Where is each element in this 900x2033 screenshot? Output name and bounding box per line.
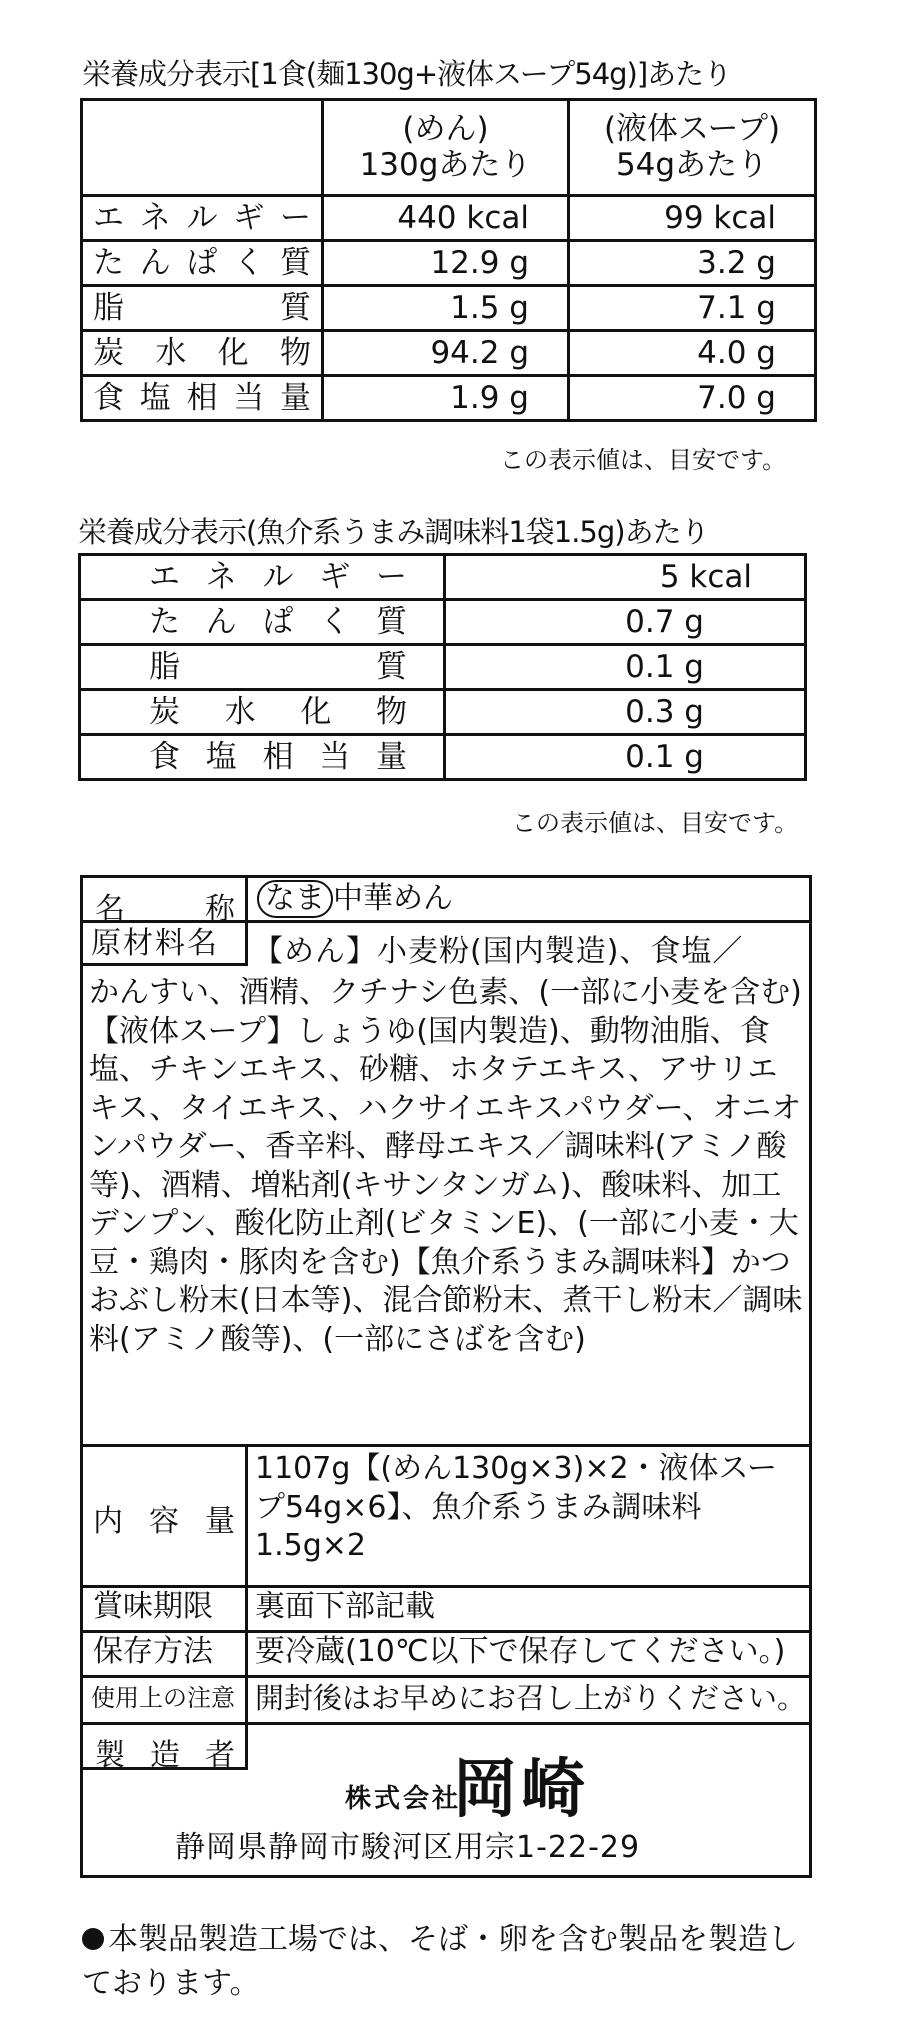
nutrition2-table <box>78 553 807 781</box>
materials-first-line: 【めん】小麦粉(国内製造)、食塩／ <box>253 934 744 969</box>
nutrition2-note: この表示値は、目安です。 <box>512 809 799 837</box>
soup-value: 4.0 g <box>569 331 816 376</box>
storage-label: 保存方法 <box>93 1634 213 1669</box>
expiry-label: 賞味期限 <box>93 1589 213 1624</box>
row-label: エネルギー <box>80 555 445 600</box>
table-row <box>82 376 816 421</box>
nutrition1-col2-header <box>569 100 816 196</box>
nama-badge: なま <box>257 880 333 918</box>
table-row <box>80 735 806 780</box>
materials-text: かんすい、酒精、クチナシ色素、(一部に小麦を含む)【液体スープ】しょうゆ(国内製造)、動物油脂、食塩、チキンエキス、砂糖、ホタテエキス、アサリエキス、タイエキス、ハクサイエキスパウダー、オニオンパウダー、香辛料、酵母エキス／調味料(アミノ酸等)、酒精、増粘剤(キサンタンガム)、酸味料、加工デンプン、酸化防止剤(ビタミンE)、(一部に小麦・大豆・鶏肉・豚肉を含む)【魚介系うまみ調味料】かつおぶし粉末(日本等)、混合節粉末、煮干し粉末／調味料(アミノ酸等)、(一部にさばを含む) <box>89 975 803 1357</box>
row-label: たんぱく質 <box>80 600 445 645</box>
col1-header-line2: 130gあたり <box>359 146 532 183</box>
men-value: 1.9 g <box>323 376 569 421</box>
col2-header-line2: 54gあたり <box>615 146 769 183</box>
col2-header-line1: (液体スープ) <box>603 110 781 147</box>
caution-value: 開封後はお早めにお召し上がりください。 <box>255 1681 807 1715</box>
men-value: 1.5 g <box>323 286 569 331</box>
product-name-value: 中華めん <box>333 881 453 916</box>
content-value: 1107g【(めん130g×3)×2・液体スープ54g×6】、魚介系うまみ調味料1.5g×2 <box>255 1451 778 1563</box>
nutrition1-caption: 栄養成分表示[1食(麺130g+液体スープ54g)]あたり <box>82 57 732 91</box>
allergen-note-text: 本製品製造工場では、そば・卵を含む製品を製造しております。 <box>82 1922 798 2001</box>
product-name <box>257 880 453 918</box>
nutrition1-table <box>80 98 817 422</box>
divider <box>83 1585 809 1588</box>
row-value: 0.3 g <box>445 690 806 735</box>
row-value: 0.1 g <box>445 735 806 780</box>
nutrition1-header-row <box>82 100 816 196</box>
col1-header-line1: (めん) <box>402 110 489 147</box>
storage-value: 要冷蔵(10℃以下で保存してください。) <box>255 1634 786 1669</box>
row-label: 食塩相当量 <box>80 735 445 780</box>
expiry-value: 裏面下部記載 <box>255 1589 435 1624</box>
allergen-note <box>82 1918 822 2006</box>
row-label: 食塩相当量 <box>82 376 323 421</box>
maker-address: 静岡県静岡市駿河区用宗1-22-29 <box>175 1830 641 1865</box>
men-value: 12.9 g <box>323 241 569 286</box>
soup-value: 7.1 g <box>569 286 816 331</box>
content-label: 内容量 <box>93 1504 235 1539</box>
divider <box>245 878 248 964</box>
maker-brand-logo: 岡崎 <box>453 1752 589 1827</box>
caution-label: 使用上の注意 <box>91 1684 235 1712</box>
divider <box>83 1675 809 1678</box>
materials-label: 原材料名 <box>91 926 219 961</box>
men-value: 440 kcal <box>323 196 569 241</box>
row-label: エネルギー <box>82 196 323 241</box>
nutrition1-col1-header <box>323 100 569 196</box>
row-value: 0.1 g <box>445 645 806 690</box>
divider <box>245 1444 248 1770</box>
maker-label: 製造者 <box>95 1738 235 1773</box>
divider <box>83 1722 809 1725</box>
row-label: 脂 質 <box>82 286 323 331</box>
table-row <box>82 241 816 286</box>
table-row <box>80 555 806 600</box>
table-row <box>82 286 816 331</box>
name-label: 名 称 <box>95 892 235 927</box>
row-label: たんぱく質 <box>82 241 323 286</box>
table-row <box>82 331 816 376</box>
divider <box>83 963 248 966</box>
maker-company: 株式会社 <box>345 1784 462 1814</box>
bullet-icon <box>82 1928 104 1950</box>
row-value: 5 kcal <box>445 555 806 600</box>
soup-value: 7.0 g <box>569 376 816 421</box>
divider <box>83 1630 809 1633</box>
divider <box>83 1444 809 1447</box>
row-label: 脂 質 <box>80 645 445 690</box>
table-row <box>82 196 816 241</box>
row-value: 0.7 g <box>445 600 806 645</box>
row-label: 炭水化物 <box>80 690 445 735</box>
nutrition1-corner-cell <box>82 100 323 196</box>
men-value: 94.2 g <box>323 331 569 376</box>
nutrition1-note: この表示値は、目安です。 <box>500 446 787 474</box>
table-row <box>80 600 806 645</box>
nutrition2-caption: 栄養成分表示(魚介系うまみ調味料1袋1.5g)あたり <box>78 515 709 549</box>
ingredients-box <box>80 875 812 1878</box>
row-label: 炭水化物 <box>82 331 323 376</box>
table-row <box>80 690 806 735</box>
soup-value: 99 kcal <box>569 196 816 241</box>
table-row <box>80 645 806 690</box>
soup-value: 3.2 g <box>569 241 816 286</box>
